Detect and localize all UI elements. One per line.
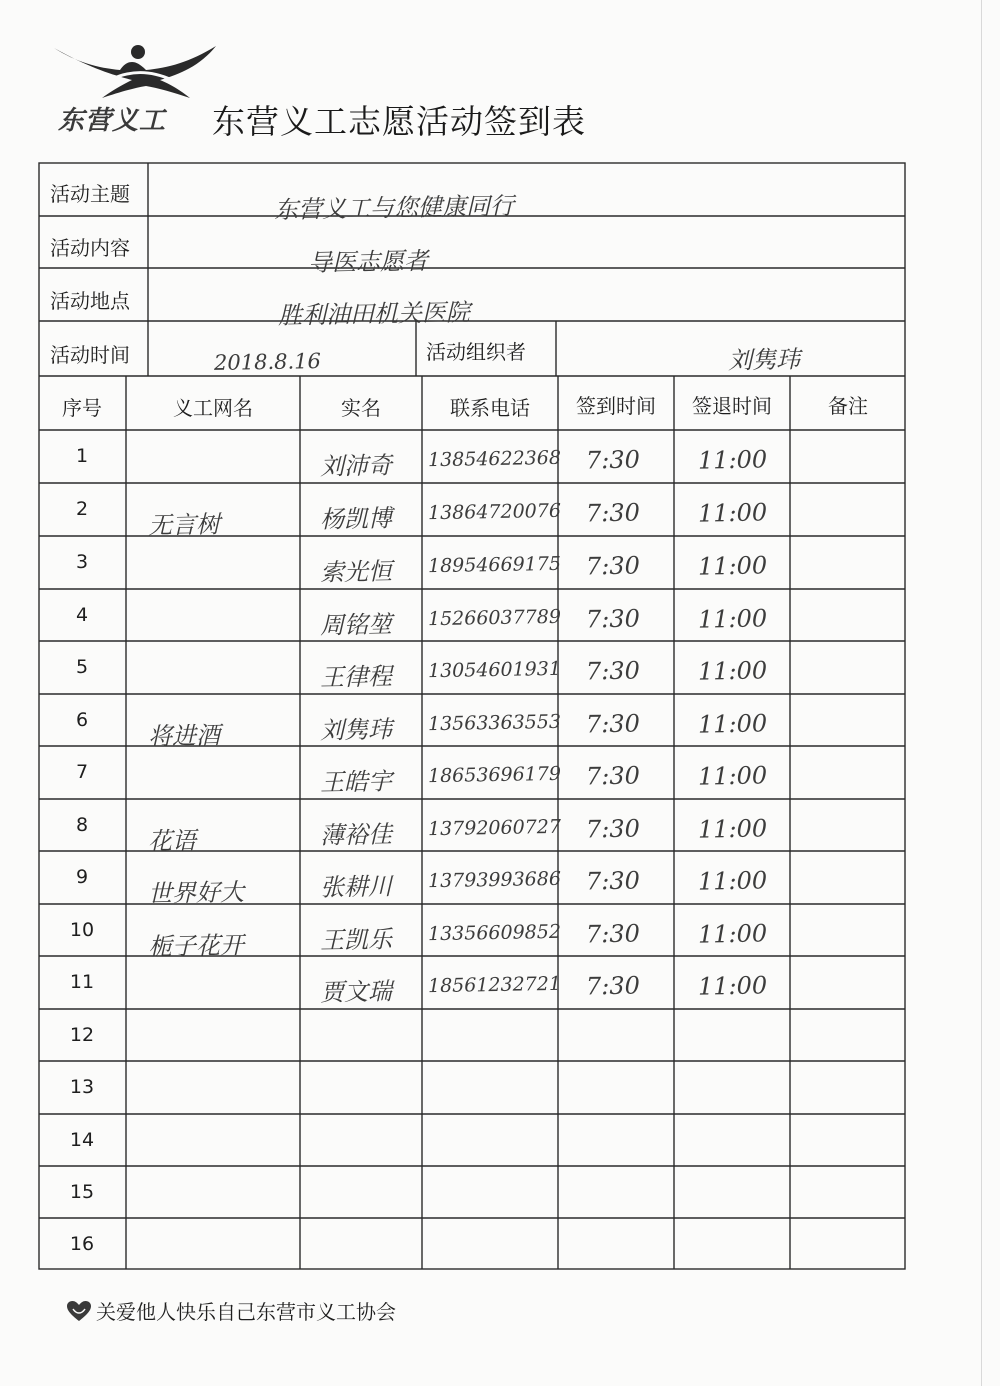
organizer-label: 活动组织者 (426, 340, 526, 364)
phone-number: 18561232721 (427, 972, 562, 998)
volunteer-nickname: 花语 (147, 826, 197, 856)
location-value: 胜利油田机关医院 (277, 298, 471, 330)
row-number: 16 (69, 1233, 95, 1255)
signin-time: 7:30 (585, 445, 641, 475)
row-number: 15 (69, 1181, 95, 1203)
real-name: 杨凯博 (319, 504, 393, 534)
signout-time: 11:00 (697, 866, 768, 896)
row-number: 5 (75, 656, 89, 678)
real-name: 张耕川 (319, 872, 393, 902)
signout-time: 11:00 (697, 498, 768, 528)
signin-time: 7:30 (585, 709, 641, 739)
phone-number: 13356609852 (427, 920, 562, 946)
row-number: 13 (69, 1076, 95, 1098)
signout-time: 11:00 (697, 551, 768, 581)
volunteer-nickname: 世界好大 (147, 878, 245, 908)
signout-time: 11:00 (697, 814, 768, 844)
signin-sheet (38, 162, 906, 1270)
volunteer-nickname: 无言树 (147, 510, 221, 540)
col-header-phone: 联系电话 (450, 396, 530, 420)
real-name: 刘隽玮 (319, 715, 393, 745)
col-header-note: 备注 (828, 394, 868, 418)
signin-time: 7:30 (585, 604, 641, 634)
footer-text: 关爱他人快乐自己东营市义工协会 (96, 1300, 396, 1324)
row-number: 4 (75, 604, 89, 626)
col-header-signin: 签到时间 (576, 394, 656, 418)
brand-script-logo: 东营义工 (58, 106, 167, 136)
real-name: 王律程 (319, 662, 393, 692)
signout-time: 11:00 (697, 709, 768, 739)
signout-time: 11:00 (697, 656, 768, 686)
scan-edge-line (981, 0, 982, 1386)
row-number: 6 (75, 709, 89, 731)
signin-time: 7:30 (585, 971, 641, 1001)
footer (66, 1296, 396, 1325)
theme-label: 活动主题 (50, 182, 130, 206)
signin-time: 7:30 (585, 551, 641, 581)
real-name: 周铭堃 (319, 610, 393, 640)
time-value: 2018.8.16 (213, 349, 322, 375)
phone-number: 18653696179 (427, 762, 562, 788)
row-number: 7 (75, 761, 89, 783)
phone-number: 13054601931 (427, 657, 562, 683)
signin-time: 7:30 (585, 498, 641, 528)
col-header-nickname: 义工网名 (173, 396, 253, 420)
phone-number: 13793993686 (427, 867, 562, 893)
location-label: 活动地点 (50, 289, 130, 313)
signout-time: 11:00 (697, 604, 768, 634)
volunteer-nickname: 将进酒 (147, 721, 221, 751)
real-name: 王皓宇 (319, 767, 393, 797)
content-value: 导医志愿者 (307, 246, 429, 278)
real-name: 刘沛奇 (319, 451, 393, 481)
signout-time: 11:00 (697, 445, 768, 475)
phone-number: 13563363553 (427, 710, 562, 736)
page-title: 东营义工志愿活动签到表 (212, 102, 586, 141)
signin-time: 7:30 (585, 866, 641, 896)
signin-time: 7:30 (585, 761, 641, 791)
real-name: 索光恒 (319, 557, 393, 587)
phone-number: 18954669175 (427, 552, 562, 578)
col-header-name: 实名 (341, 396, 381, 420)
real-name: 薄裕佳 (319, 820, 393, 850)
time-label: 活动时间 (50, 343, 130, 367)
heart-hands-icon (66, 1300, 92, 1322)
phone-number: 15266037789 (427, 605, 562, 631)
real-name: 王凯乐 (319, 925, 393, 955)
phone-number: 13864720076 (427, 499, 562, 525)
eagle-logo-icon (50, 40, 220, 100)
real-name: 贾文瑞 (319, 977, 393, 1007)
row-number: 2 (75, 498, 89, 520)
signout-time: 11:00 (697, 971, 768, 1001)
row-number: 1 (75, 445, 89, 467)
col-header-signout: 签退时间 (692, 394, 772, 418)
signin-time: 7:30 (585, 814, 641, 844)
theme-value: 东营义工与您健康同行 (273, 191, 515, 225)
row-number: 3 (75, 551, 89, 573)
signin-time: 7:30 (585, 919, 641, 949)
signin-time: 7:30 (585, 656, 641, 686)
content-label: 活动内容 (50, 236, 130, 260)
row-number: 9 (75, 866, 89, 888)
phone-number: 13792060727 (427, 815, 562, 841)
signout-time: 11:00 (697, 761, 768, 791)
phone-number: 13854622368 (427, 446, 562, 472)
volunteer-nickname: 栀子花开 (147, 931, 245, 961)
row-number: 10 (69, 919, 95, 941)
row-number: 11 (69, 971, 95, 993)
row-number: 12 (69, 1024, 95, 1046)
signout-time: 11:00 (697, 919, 768, 949)
organizer-value: 刘隽玮 (727, 345, 801, 375)
row-number: 14 (69, 1129, 95, 1151)
row-number: 8 (75, 814, 89, 836)
col-header-no: 序号 (62, 396, 102, 420)
